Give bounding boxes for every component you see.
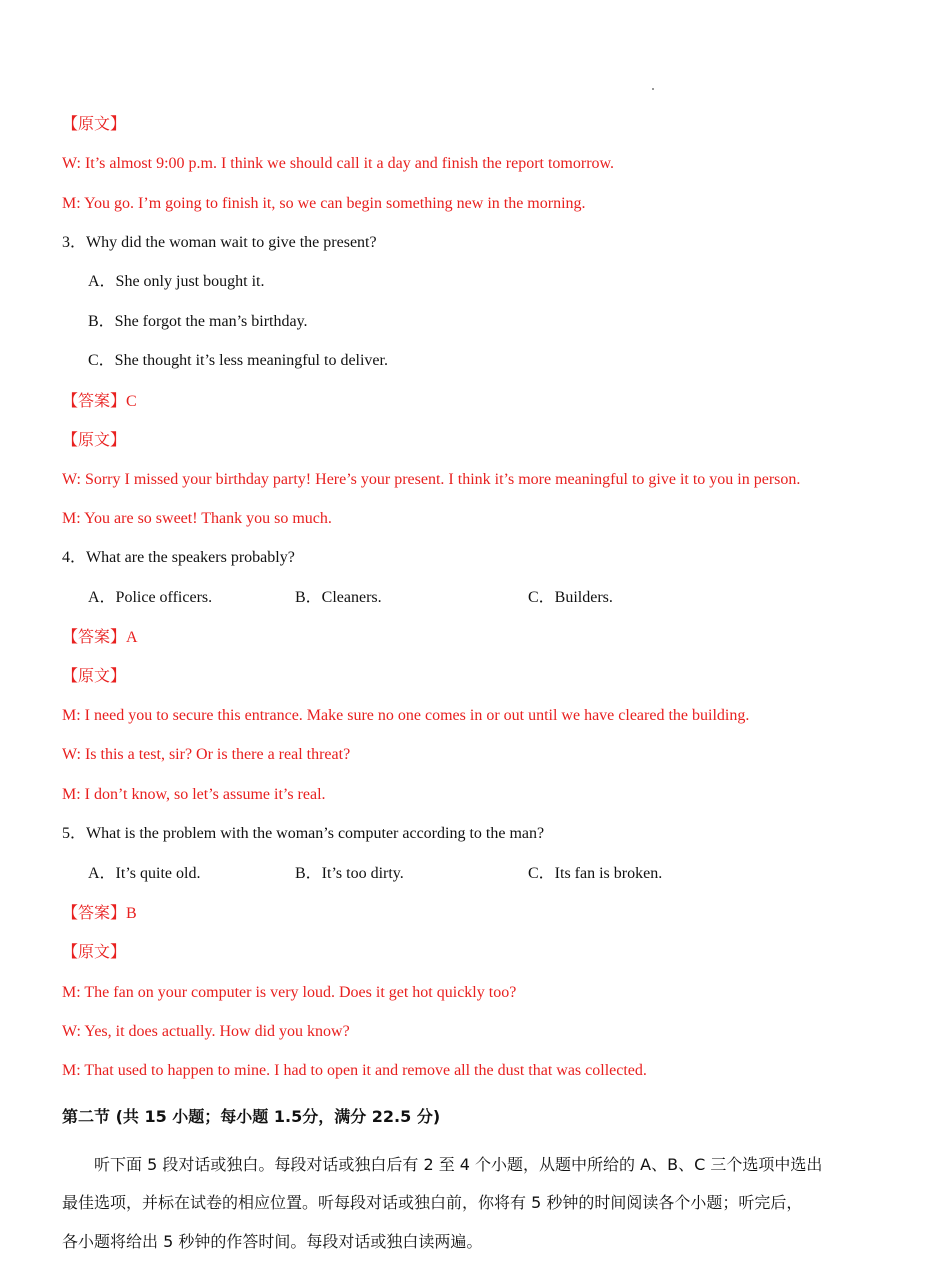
option-c: C．Its fan is broken. bbox=[528, 865, 663, 882]
transcript-line: W: It’s almost 9:00 p.m. I think we should call it a day and finish the report tomorrow. bbox=[62, 155, 615, 172]
transcript-line: W: Sorry I missed your birthday party! Here’s your present. I think it’s more meaningful to give it to you in person. bbox=[62, 471, 801, 488]
option-b: B．She forgot the man’s birthday. bbox=[88, 313, 308, 330]
question-3: 3．Why did the woman wait to give the present? bbox=[62, 234, 377, 251]
answer-row bbox=[62, 903, 137, 924]
transcript-line: M: The fan on your computer is very loud. Does it get hot quickly too? bbox=[62, 984, 517, 1001]
transcript-label: 【原文】 bbox=[62, 942, 127, 961]
transcript-line: M: I need you to secure this entrance. Make sure no one comes in or out until we have cleared the building. bbox=[62, 707, 750, 724]
transcript-line: M: You go. I’m going to finish it, so we can begin something new in the morning. bbox=[62, 195, 586, 212]
option-b: B．It’s too dirty. bbox=[295, 865, 404, 882]
transcript-line: M: That used to happen to mine. I had to open it and remove all the dust that was collected. bbox=[62, 1062, 647, 1079]
transcript-line: W: Is this a test, sir? Or is there a real threat? bbox=[62, 746, 351, 763]
transcript-line: W: Yes, it does actually. How did you know? bbox=[62, 1023, 350, 1040]
transcript-line: M: You are so sweet! Thank you so much. bbox=[62, 510, 332, 527]
option-a: A．It’s quite old. bbox=[88, 865, 201, 882]
answer-value: A bbox=[126, 629, 138, 646]
question-4: 4．What are the speakers probably? bbox=[62, 549, 295, 566]
option-a: A．She only just bought it. bbox=[88, 273, 265, 290]
instructions-line: 各小题将给出 5 秒钟的作答时间。每段对话或独白读两遍。 bbox=[62, 1232, 483, 1251]
option-c: C．Builders. bbox=[528, 589, 613, 606]
answer-label: 【答案】 bbox=[62, 627, 127, 646]
answer-value: C bbox=[126, 393, 137, 410]
section-heading: 第二节 (共 15 小题；每小题 1.5分，满分 22.5 分) bbox=[62, 1107, 441, 1126]
option-a: A．Police officers. bbox=[88, 589, 213, 606]
answer-label: 【答案】 bbox=[62, 391, 127, 410]
answer-value: B bbox=[126, 905, 137, 922]
question-5: 5．What is the problem with the woman’s computer according to the man? bbox=[62, 825, 545, 842]
transcript-label: 【原文】 bbox=[62, 114, 127, 133]
transcript-label: 【原文】 bbox=[62, 430, 127, 449]
transcript-line: M: I don’t know, so let’s assume it’s real. bbox=[62, 786, 326, 803]
instructions-line: 听下面 5 段对话或独白。每段对话或独白后有 2 至 4 个小题，从题中所给的 A、B、C 三个选项中选出 bbox=[94, 1155, 823, 1174]
transcript-label: 【原文】 bbox=[62, 666, 127, 685]
scan-speck bbox=[652, 88, 654, 90]
answer-row bbox=[62, 627, 138, 648]
option-c: C．She thought it’s less meaningful to deliver. bbox=[88, 352, 388, 369]
instructions-line: 最佳选项，并标在试卷的相应位置。听每段对话或独白前，你将有 5 秒钟的时间阅读各个小题；听完后， bbox=[62, 1193, 803, 1212]
answer-label: 【答案】 bbox=[62, 903, 127, 922]
answer-row bbox=[62, 391, 137, 412]
option-b: B．Cleaners. bbox=[295, 589, 382, 606]
